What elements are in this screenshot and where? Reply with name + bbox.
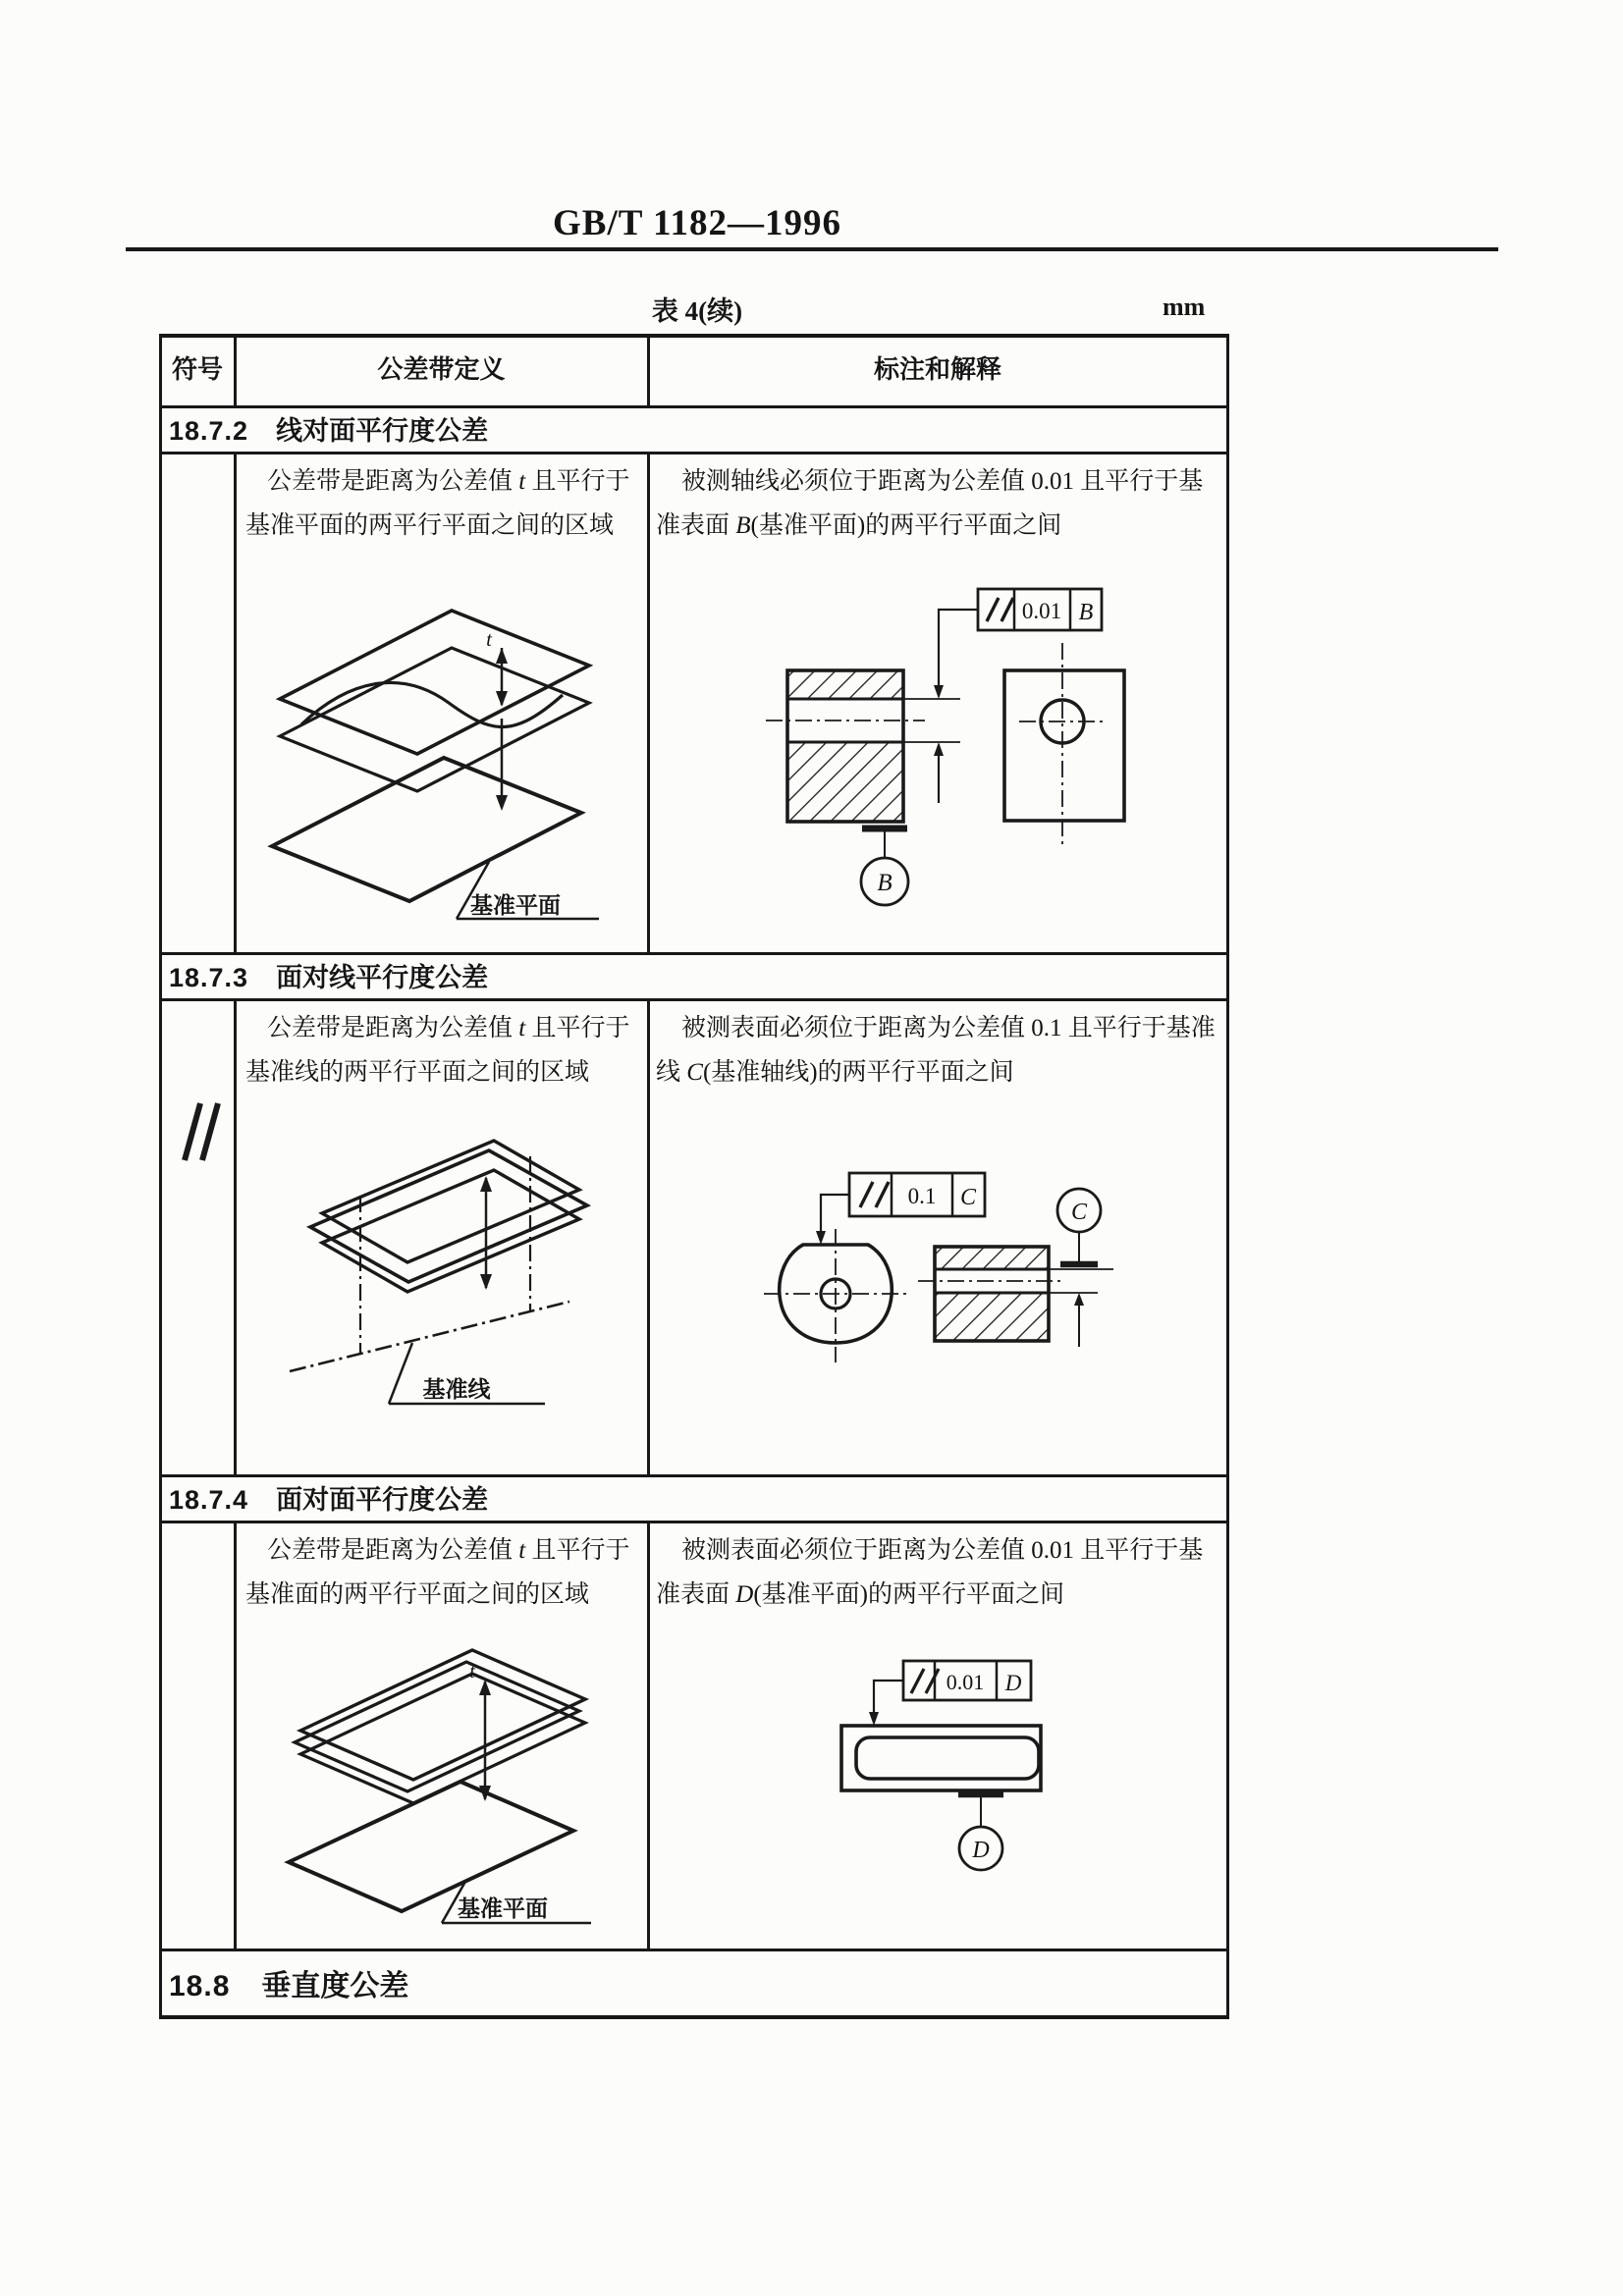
table-bottom-border <box>159 2015 1229 2019</box>
hatched-section-view <box>766 670 960 822</box>
tolerance-variable: t <box>518 1015 526 1041</box>
section-title-18-7-3 <box>169 956 488 994</box>
definition-text-18-7-2 <box>245 459 644 548</box>
parallelism-icon <box>987 598 999 621</box>
section-number: 18.7.2 <box>169 416 249 446</box>
datum-letter: C <box>1070 1200 1088 1225</box>
unit-label: mm <box>1163 293 1206 321</box>
grid-line <box>159 952 1229 955</box>
parallelism-icon <box>860 1182 873 1207</box>
datum-variable: B <box>735 512 751 539</box>
definition-text-part: 公差带是距离为公差值 <box>267 1015 519 1041</box>
grid-line <box>159 1521 1229 1523</box>
upper-tolerance-plane <box>280 611 589 754</box>
tolerance-zone-diagram-18-7-4 <box>245 1634 609 1929</box>
section-title-18-7-4 <box>169 1478 488 1517</box>
leader-line <box>821 1195 849 1235</box>
datum-letter: B <box>877 870 893 896</box>
interpretation-text-part: (基准平面)的两平行平面之间 <box>750 512 1062 539</box>
definition-text-part: 公差带是距离为公差值 <box>267 1537 519 1564</box>
datum-axis-line <box>290 1302 569 1371</box>
annotation-diagram-18-7-4 <box>815 1639 1119 1895</box>
leader-line <box>389 1343 412 1404</box>
feature-control-frame <box>903 1661 1031 1700</box>
datum-line-label: 基准线 <box>422 1377 491 1402</box>
interpretation-text-18-7-2 <box>656 459 1219 548</box>
zone-width-label: t <box>469 1659 475 1682</box>
part-outline <box>841 1726 1041 1790</box>
datum-variable: C <box>686 1059 703 1086</box>
col-header-definition: 公差带定义 <box>377 354 506 384</box>
section-title-text: 线对面平行度公差 <box>276 416 489 446</box>
definition-text-part: 且平行于基准面的两平行平面之间的区域 <box>245 1537 630 1608</box>
leader-line <box>939 610 978 691</box>
datum-letter: D <box>972 1838 990 1863</box>
definition-text-part: 公差带是距离为公差值 <box>267 468 519 495</box>
lower-tolerance-plane <box>300 1674 585 1803</box>
datum-variable: D <box>735 1581 754 1608</box>
flat-part-view <box>841 1726 1041 1790</box>
definition-text-part: 且平行于基准平面的两平行平面之间的区域 <box>245 468 630 539</box>
definition-text-18-7-3 <box>245 1006 644 1095</box>
datum-plane <box>272 758 581 901</box>
section-number: 18.8 <box>169 1970 231 2002</box>
section-number: 18.7.4 <box>169 1485 249 1515</box>
fcf-datum: D <box>1004 1671 1022 1695</box>
interpretation-text-18-7-4 <box>656 1528 1219 1617</box>
datum-indicator <box>861 828 908 905</box>
end-view <box>764 1229 909 1362</box>
annotation-diagram-18-7-2 <box>727 550 1227 942</box>
fcf-value: 0.01 <box>946 1670 985 1694</box>
definition-text-part: 且平行于基准线的两平行平面之间的区域 <box>245 1015 630 1086</box>
datum-indicator <box>958 1794 1003 1870</box>
datum-plane <box>289 1782 573 1911</box>
grid-line <box>159 452 1229 454</box>
interpretation-text-part: 被测表面必须位于距离为公差值 0.1 且平行于基准线 <box>656 1015 1216 1086</box>
grid-line <box>159 1949 1229 1951</box>
col-divider <box>234 452 237 952</box>
section-title-18-7-2 <box>169 409 488 448</box>
section-title-text: 垂直度公差 <box>261 1970 409 2002</box>
section-title-text: 面对线平行度公差 <box>276 963 489 992</box>
col-divider <box>647 452 650 952</box>
upper-tolerance-plane <box>300 1650 585 1780</box>
zone-width-label: t <box>486 627 492 651</box>
grid-line <box>159 405 1229 408</box>
table-caption: 表 4(续) <box>651 296 743 326</box>
col-header-symbol: 符号 <box>171 354 223 384</box>
section-title-text: 面对面平行度公差 <box>276 1485 489 1515</box>
interpretation-text-18-7-3 <box>656 1006 1219 1095</box>
table-left-border <box>159 334 162 2019</box>
tolerance-zone-diagram-18-7-3 <box>245 1119 619 1423</box>
tolerance-variable: t <box>518 468 526 495</box>
fcf-value: 0.1 <box>907 1184 937 1208</box>
section-title-18-8 <box>169 1961 408 2004</box>
interpretation-text-part: 被测轴线必须位于距离为公差值 0.01 且平行于基准表面 <box>656 468 1204 539</box>
interpretation-text-part: (基准平面)的两平行平面之间 <box>753 1581 1064 1608</box>
header-rule <box>126 247 1498 251</box>
grid-line <box>159 1474 1229 1477</box>
col-divider <box>234 1521 237 1949</box>
inner-slot <box>856 1737 1039 1779</box>
parallelism-icon <box>911 1669 924 1693</box>
feature-control-frame <box>849 1173 985 1216</box>
hatched-section-view <box>918 1247 1113 1341</box>
fcf-datum: B <box>1078 600 1094 625</box>
end-view <box>1004 643 1124 849</box>
interpretation-text-part: 被测表面必须位于距离为公差值 0.01 且平行于基准表面 <box>656 1537 1204 1608</box>
section-number: 18.7.3 <box>169 963 249 992</box>
lower-tolerance-plane <box>280 648 589 791</box>
datum-plane-label: 基准平面 <box>470 893 561 918</box>
col-divider <box>234 998 237 1474</box>
col-divider <box>647 998 650 1474</box>
annotation-diagram-18-7-3 <box>717 1139 1159 1404</box>
col-divider <box>647 1521 650 1949</box>
grid-line <box>159 998 1229 1001</box>
leader-line <box>874 1681 903 1716</box>
fcf-datum: C <box>959 1185 977 1210</box>
doc-number: GB/T 1182—1996 <box>553 203 841 243</box>
definition-text-18-7-4 <box>245 1528 644 1617</box>
col-header-interpretation: 标注和解释 <box>873 354 1001 384</box>
fcf-value: 0.01 <box>1021 599 1062 623</box>
parallelism-icon <box>173 1095 220 1168</box>
toleranced-surface <box>295 1662 579 1791</box>
table-top-border <box>159 334 1229 338</box>
datum-plane-label: 基准平面 <box>458 1896 548 1921</box>
feature-control-frame <box>978 589 1102 630</box>
interpretation-text-part: (基准轴线)的两平行平面之间 <box>702 1059 1014 1086</box>
datum-indicator <box>1057 1189 1101 1347</box>
tolerance-zone-diagram-18-7-2 <box>250 589 614 933</box>
tolerance-variable: t <box>518 1537 526 1564</box>
